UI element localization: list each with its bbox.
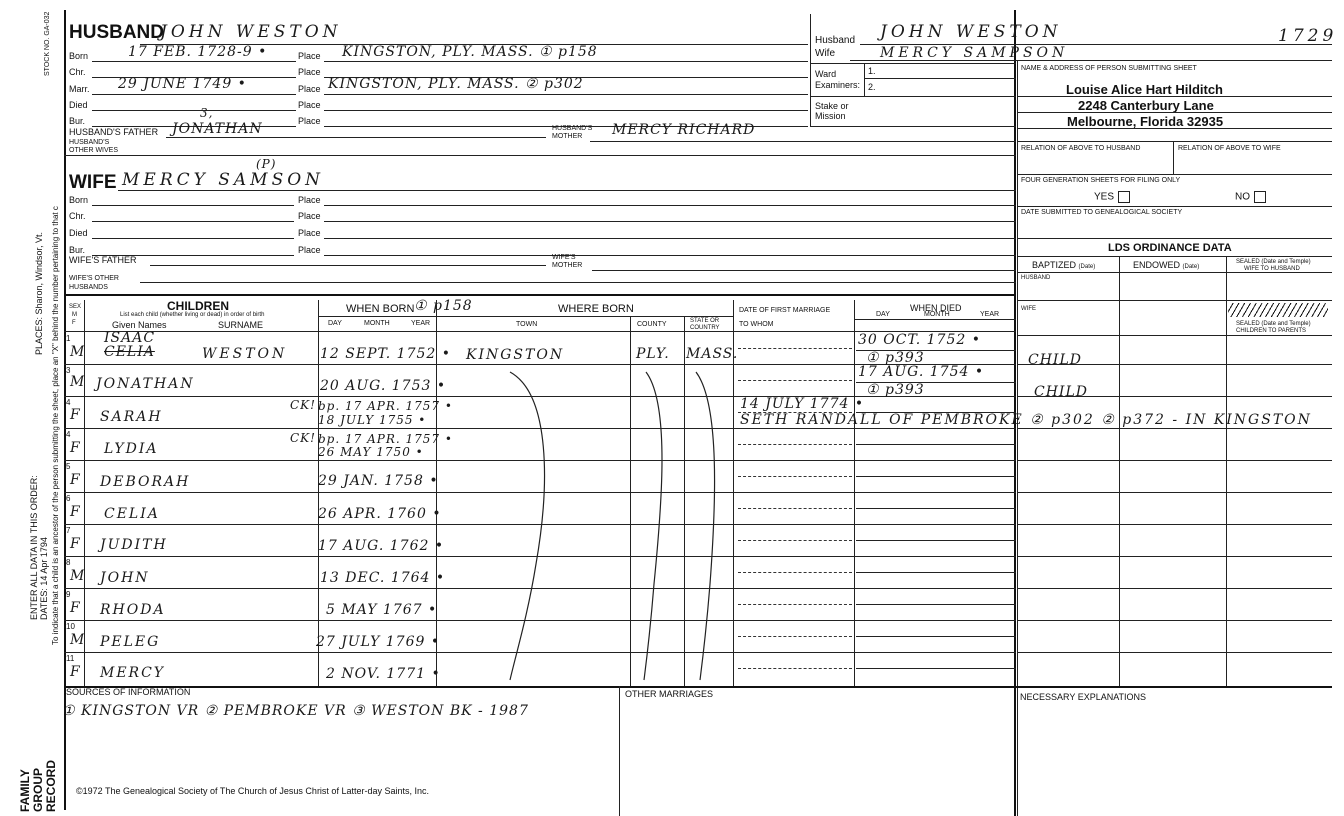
child-2-sex: M xyxy=(70,374,86,390)
first-marriage-label: DATE OF FIRST MARRIAGE xyxy=(739,307,831,314)
husband-bur-place-label: Place xyxy=(298,116,321,126)
lds-child-1: CHILD xyxy=(1028,352,1082,368)
lds-husband-label: HUSBAND xyxy=(1021,275,1051,281)
husband-born: 17 FEB. 1728-9 • xyxy=(128,44,268,60)
lds-sealed-children-label-2: CHILDREN TO PARENTS xyxy=(1236,328,1307,334)
sex-label: SEX xyxy=(69,304,82,310)
child-4-born: 26 MAY 1750 • xyxy=(318,445,424,459)
child-8-sex: M xyxy=(70,568,86,584)
lds-sealed-husband-label-2: WIFE TO HUSBAND xyxy=(1244,266,1300,272)
wife-father-label: WIFE'S FATHER xyxy=(69,255,137,265)
wife-other-husbands-label-1: WIFE'S OTHER xyxy=(69,275,119,282)
child-1-died: 30 OCT. 1752 • xyxy=(858,332,981,348)
child-5-sex: F xyxy=(70,472,81,488)
child-1-struck-name: CELIA xyxy=(104,344,155,360)
examiners-label: Examiners: xyxy=(815,80,861,90)
child-6-born: 26 APR. 1760 • xyxy=(318,506,442,522)
submitter-line-1: Louise Alice Hart Hilditch xyxy=(1066,82,1223,97)
lds-sealed-children-label-1: SEALED (Date and Temple) xyxy=(1236,321,1311,327)
husband-died-label: Died xyxy=(69,100,88,110)
born-day-label: DAY xyxy=(328,320,342,327)
state-label-1: STATE OR xyxy=(690,318,720,324)
husband-marr: 29 JUNE 1749 • xyxy=(118,76,247,92)
child-6-num: 6 xyxy=(66,494,71,503)
wife-chr-place-label: Place xyxy=(298,211,321,221)
wife-mother-label-1: WIFE'S xyxy=(552,254,576,261)
when-born-label: WHEN BORN xyxy=(346,303,415,315)
sources-label: SOURCES OF INFORMATION xyxy=(66,687,191,697)
husband-born-place: KINGSTON, PLY. MASS. ① p158 xyxy=(342,44,598,60)
born-year-label: YEAR xyxy=(411,320,431,327)
record-title-record: RECORD xyxy=(44,759,58,812)
ward-label: Ward xyxy=(815,69,837,79)
child-10-name: PELEG xyxy=(100,634,161,650)
child-8-num: 8 xyxy=(66,558,71,567)
husband-bur-label: Bur. xyxy=(69,116,86,126)
record-title-group: GROUP xyxy=(31,767,45,812)
died-month-label: MONTH xyxy=(924,311,950,318)
child-1-town: KINGSTON xyxy=(466,347,565,363)
ditto-strokes xyxy=(440,364,730,686)
husband-heading: HUSBAND xyxy=(69,22,164,43)
town-label: TOWN xyxy=(516,321,538,328)
husband-born-label: Born xyxy=(69,51,89,61)
lds-sealed-husband-label-1: SEALED (Date and Temple) xyxy=(1236,259,1311,265)
ward-value: 1. xyxy=(868,66,876,76)
header-husband-label: Husband xyxy=(815,35,856,46)
child-8-born: 13 DEC. 1764 • xyxy=(320,570,446,586)
four-gen-label: FOUR GENERATION SHEETS FOR FILING ONLY xyxy=(1021,177,1181,184)
lds-baptized-label: BAPTIZED (Date) xyxy=(1032,260,1096,270)
given-names-label: Given Names xyxy=(112,320,167,330)
no-checkbox[interactable]: NO xyxy=(1235,191,1266,203)
born-month-label: MONTH xyxy=(364,320,390,327)
child-7-born: 17 AUG. 1762 • xyxy=(318,538,445,554)
child-5-born: 29 JAN. 1758 • xyxy=(318,473,439,489)
child-3-num: 4 xyxy=(66,398,71,407)
husband-mother-label-2: MOTHER xyxy=(552,133,583,140)
surname-label: SURNAME xyxy=(218,320,264,330)
date-submitted-label: DATE SUBMITTED TO GENEALOGICAL SOCIETY xyxy=(1021,209,1183,216)
husband-mother: MERCY RICHARD xyxy=(612,122,756,138)
husband-died-place-label: Place xyxy=(298,100,321,110)
places-note: PLACES: Sharon, Windsor, Vt. xyxy=(34,231,44,355)
submitter-line-2: 2248 Canterbury Lane xyxy=(1078,98,1214,113)
necessary-explanations-label: NECESSARY EXPLANATIONS xyxy=(1020,692,1147,702)
husband-marr-label: Marr. xyxy=(69,84,90,94)
child-4-name: LYDIA xyxy=(104,441,159,457)
dates-note: DATES: 14 Apr 1794 xyxy=(39,537,49,620)
lds-title: LDS ORDINANCE DATA xyxy=(1108,242,1232,254)
child-7-sex: F xyxy=(70,536,81,552)
when-died-label: WHEN DIED xyxy=(910,303,962,313)
child-11-name: MERCY xyxy=(100,665,166,681)
wife-died-place-label: Place xyxy=(298,228,321,238)
header-wife: MERCY SAMPSON xyxy=(880,45,1069,61)
children-instruction: List each child (whether living or dead) in order of birth xyxy=(120,312,265,318)
child-3-sex: F xyxy=(70,407,81,423)
copyright: ©1972 The Genealogical Society of The Church of Jesus Christ of Latter-day Saints, Inc. xyxy=(76,786,429,796)
child-3-born-bp: bp. 17 APR. 1757 • xyxy=(318,399,453,413)
wife-name-insert: (P) xyxy=(256,157,277,171)
child-3-ck: CK! xyxy=(290,398,316,412)
header-year: 1729 xyxy=(1278,26,1338,46)
child-11-num: 11 xyxy=(66,654,75,663)
child-4-born-bp: bp. 17 APR. 1757 • xyxy=(318,432,453,446)
lds-child-2: CHILD xyxy=(1034,384,1088,400)
sex-m-label: M xyxy=(72,312,77,318)
child-5-name: DEBORAH xyxy=(100,474,191,490)
examiners-value: 2. xyxy=(868,82,876,92)
child-10-born: 27 JULY 1769 • xyxy=(316,634,441,650)
lds-hatched-cell xyxy=(1228,303,1328,317)
child-7-name: JUDITH xyxy=(100,537,168,553)
child-5-num: 5 xyxy=(66,462,71,471)
child-9-name: RHODA xyxy=(100,602,166,618)
child-4-sex: F xyxy=(70,440,81,456)
child-6-name: CELIA xyxy=(104,506,160,522)
child-1-died-note: ① p393 xyxy=(866,350,925,366)
husband-bur-note: 3, xyxy=(200,106,214,120)
child-11-born: 2 NOV. 1771 • xyxy=(326,666,441,682)
child-3-marriage: 14 JULY 1774 • xyxy=(740,396,865,412)
child-2-died-note: ① p393 xyxy=(866,382,925,398)
child-1-surname: WESTON xyxy=(202,346,288,362)
child-1-name: ISAAC xyxy=(104,330,156,346)
other-marriages-label: OTHER MARRIAGES xyxy=(625,689,714,699)
child-1-state: MASS. xyxy=(686,346,739,362)
child-2-name: JONATHAN xyxy=(96,376,195,392)
yes-checkbox[interactable]: YES xyxy=(1094,191,1130,203)
header-wife-label: Wife xyxy=(815,48,835,59)
child-11-sex: F xyxy=(70,664,81,680)
relation-wife-label: RELATION OF ABOVE TO WIFE xyxy=(1178,145,1281,152)
stake-label-1: Stake or xyxy=(815,101,849,111)
sex-f-label: F xyxy=(72,320,76,326)
lds-endowed-label: ENDOWED (Date) xyxy=(1133,260,1200,270)
child-9-born: 5 MAY 1767 • xyxy=(326,602,438,618)
child-6-sex: F xyxy=(70,504,81,520)
relation-husband-label: RELATION OF ABOVE TO HUSBAND xyxy=(1021,145,1141,152)
child-3-born: 18 JULY 1755 • xyxy=(318,413,427,427)
county-label: COUNTY xyxy=(637,321,667,328)
husband-other-wives-label-1: HUSBAND'S xyxy=(69,139,110,146)
husband-chr-place-label: Place xyxy=(298,67,321,77)
wife-bur-place-label: Place xyxy=(298,245,321,255)
wife-heading: WIFE xyxy=(69,172,117,193)
child-1-num: 1 xyxy=(66,334,71,343)
child-8-name: JOHN xyxy=(100,570,150,586)
child-1-sex: M xyxy=(70,344,86,360)
to-whom-label: TO WHOM xyxy=(739,321,774,328)
children-title: CHILDREN xyxy=(167,299,229,313)
child-3-name: SARAH xyxy=(100,409,163,425)
ancestor-instruction: To indicate that a child is an ancestor of the person submitting the sheet, place an "X" behind the number pertaining to that c xyxy=(51,206,60,645)
child-2-num: 3 xyxy=(66,366,71,375)
wife-name: MERCY SAMSON xyxy=(122,170,325,190)
child-7-num: 7 xyxy=(66,526,71,535)
child-2-died: 17 AUG. 1754 • xyxy=(858,364,985,380)
enter-all-data: ENTER ALL DATA IN THIS ORDER: xyxy=(29,475,39,620)
child-4-ck: CK! xyxy=(290,431,316,445)
record-title-family: FAMILY xyxy=(18,769,32,812)
header-husband: JOHN WESTON xyxy=(880,22,1062,42)
child-10-sex: M xyxy=(70,632,86,648)
husband-marr-place-label: Place xyxy=(298,84,321,94)
wife-born-label: Born xyxy=(69,195,89,205)
husband-father-label: HUSBAND'S FATHER xyxy=(69,127,159,137)
child-4-num: 4 xyxy=(66,430,71,439)
child-9-num: 9 xyxy=(66,590,71,599)
husband-name: JOHN WESTON xyxy=(160,22,342,42)
stake-label-2: Mission xyxy=(815,111,846,121)
wife-mother-label-2: MOTHER xyxy=(552,262,583,269)
husband-father: JONATHAN xyxy=(172,121,263,137)
husband-mother-label-1: HUSBAND'S xyxy=(552,125,593,132)
husband-chr-label: Chr. xyxy=(69,67,86,77)
husband-other-wives-label-2: OTHER WIVES xyxy=(69,147,119,154)
wife-died-label: Died xyxy=(69,228,88,238)
wife-born-place-label: Place xyxy=(298,195,321,205)
child-3-spouse: SETH RANDALL OF PEMBROKE ② p302 ② p372 - IN KINGSTON xyxy=(740,412,1312,428)
state-label-2: COUNTRY xyxy=(690,325,720,331)
wife-bur-label: Bur. xyxy=(69,245,86,255)
wife-chr-label: Chr. xyxy=(69,211,86,221)
child-1-county: PLY. xyxy=(636,346,670,362)
submitter-line-3: Melbourne, Florida 32935 xyxy=(1067,114,1224,129)
died-day-label: DAY xyxy=(876,311,890,318)
lds-wife-label: WIFE xyxy=(1021,306,1036,312)
husband-marr-place: KINGSTON, PLY. MASS. ② p302 xyxy=(328,76,584,92)
where-born-label: WHERE BORN xyxy=(558,303,634,315)
when-born-note: ① p158 xyxy=(414,298,473,314)
child-10-num: 10 xyxy=(66,622,75,631)
child-9-sex: F xyxy=(70,600,81,616)
husband-born-place-label: Place xyxy=(298,51,321,61)
wife-other-husbands-label-2: HUSBANDS xyxy=(69,284,108,291)
child-2-born: 20 AUG. 1753 • xyxy=(320,378,447,394)
child-1-born: 12 SEPT. 1752 • xyxy=(320,346,452,362)
sources-text: ① KINGSTON VR ② PEMBROKE VR ③ WESTON BK - 1987 xyxy=(62,703,529,719)
submitter-label: NAME & ADDRESS OF PERSON SUBMITTING SHEET xyxy=(1021,65,1197,72)
died-year-label: YEAR xyxy=(980,311,1000,318)
stock-number: STOCK NO. GA-032 xyxy=(44,11,51,76)
